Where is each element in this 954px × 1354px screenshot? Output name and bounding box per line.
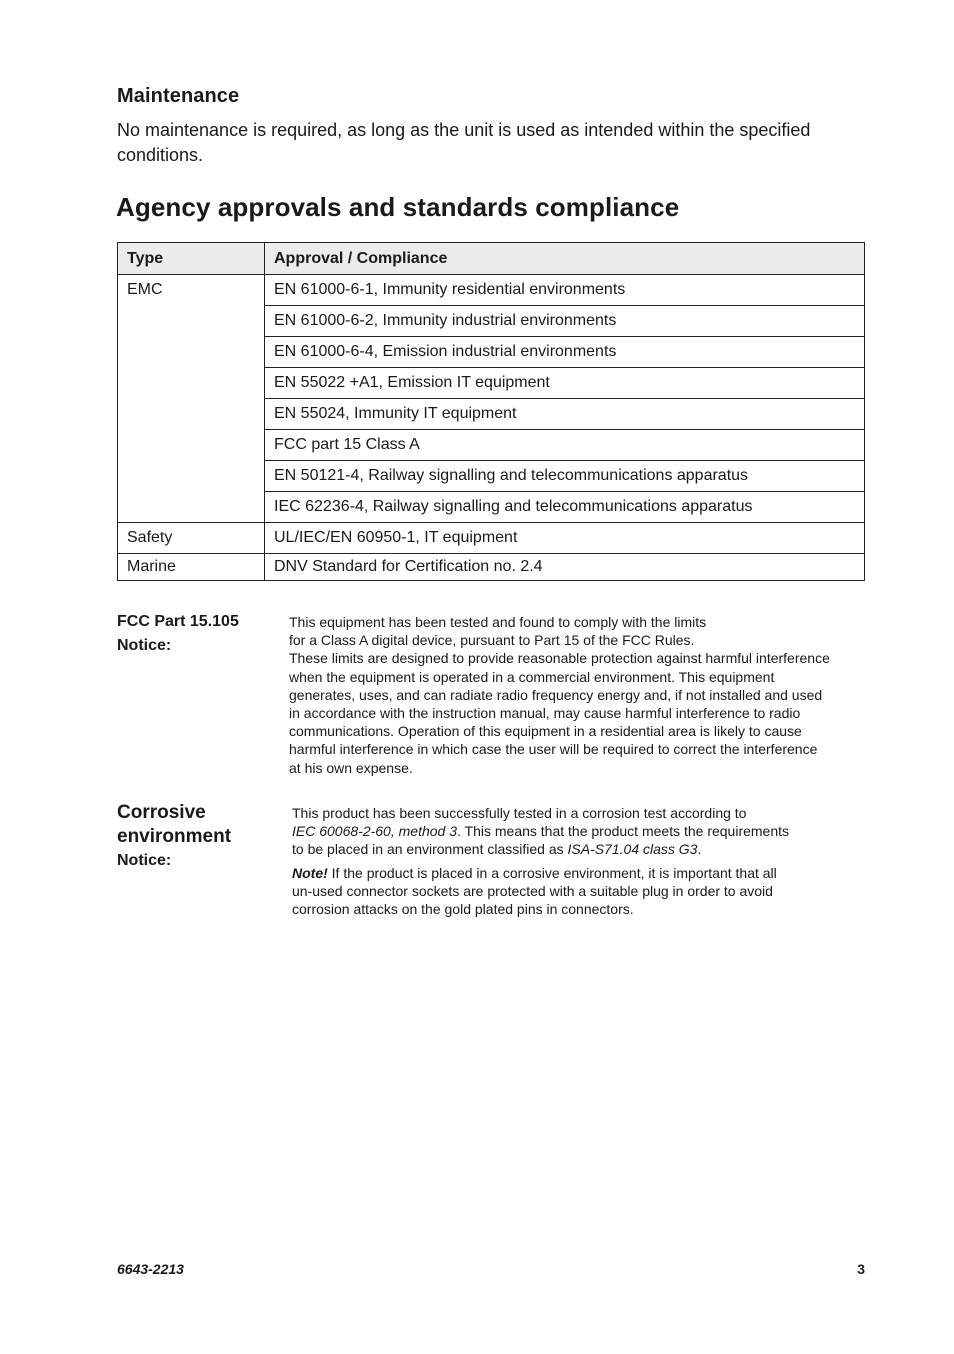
footer-doc-number: 6643-2213: [117, 1261, 184, 1277]
text-fragment: to be placed in an environment classified as: [292, 841, 568, 858]
corrosive-label-line: environment: [117, 826, 232, 847]
fcc-notice-label: [117, 610, 282, 658]
text-fragment: .: [697, 841, 702, 858]
table-row: [118, 523, 865, 554]
approval-cell: EN 61000-6-2, Immunity industrial environments: [265, 306, 865, 337]
text-line: [292, 840, 867, 858]
type-cell-safety: Safety: [118, 523, 265, 554]
text-line: [292, 822, 867, 840]
note-label: Note!: [292, 864, 328, 881]
text-fragment: If the product is placed in a corrosive environment, it is important that all: [327, 864, 777, 881]
text-line: These limits are designed to provide reasonable protection against harmful interference: [289, 650, 830, 667]
type-cell-emc: EMC: [118, 275, 265, 523]
fcc-notice-text: [289, 613, 869, 777]
agency-heading: Agency approvals and standards compliance: [116, 192, 680, 222]
table-header-row: [118, 243, 865, 275]
standard-reference: IEC 60068-2-60, method 3: [292, 823, 457, 840]
fcc-label-line: FCC Part 15.105: [117, 613, 239, 630]
text-line: in accordance with the instruction manual, may cause harmful interference to radio: [289, 705, 801, 722]
text-fragment: . This means that the product meets the requirements: [457, 823, 790, 840]
text-line: generates, uses, and can radiate radio frequency energy and, if not installed and used: [289, 686, 823, 703]
text-line: when the equipment is operated in a commercial environment. This equipment: [289, 668, 775, 685]
approval-cell: EN 50121-4, Railway signalling and telecommunications apparatus: [265, 461, 865, 492]
type-cell-marine: Marine: [118, 554, 265, 581]
text-line: un-used connector sockets are protected with a suitable plug in order to avoid: [292, 882, 773, 899]
column-header-approval: Approval / Compliance: [265, 243, 865, 275]
standard-reference: ISA-S71.04 class G3: [567, 841, 698, 858]
approval-cell: EN 55022 +A1, Emission IT equipment: [265, 368, 865, 399]
table-row: [118, 554, 865, 581]
note-paragraph: [292, 864, 867, 919]
maintenance-heading: Maintenance: [117, 85, 240, 107]
corrosive-label-notice: Notice:: [117, 852, 172, 869]
text-line: corrosion attacks on the gold plated pins in connectors.: [292, 901, 634, 918]
fcc-label-notice: Notice:: [117, 637, 172, 654]
text-line: [292, 864, 867, 882]
corrosive-label-line: Corrosive: [117, 802, 206, 823]
approval-cell: FCC part 15 Class A: [265, 430, 865, 461]
text-line: This product has been successfully tested in a corrosion test according to: [292, 805, 747, 821]
corrosive-notice-label: [117, 801, 282, 873]
footer-page-number: 3: [857, 1261, 865, 1277]
approval-cell: EN 61000-6-4, Emission industrial environments: [265, 337, 865, 368]
table-row: [118, 275, 865, 306]
text-line: at his own expense.: [289, 759, 413, 776]
text-line: for a Class A digital device, pursuant to Part 15 of the FCC Rules.: [289, 632, 695, 649]
text-line: harmful interference in which case the user will be required to correct the interference: [289, 741, 818, 758]
approval-cell: UL/IEC/EN 60950-1, IT equipment: [265, 523, 865, 554]
approval-cell: EN 55024, Immunity IT equipment: [265, 399, 865, 430]
column-header-type: Type: [118, 243, 265, 275]
maintenance-body: No maintenance is required, as long as the unit is used as intended within the specified conditions.: [117, 120, 811, 165]
approval-cell: DNV Standard for Certification no. 2.4: [265, 554, 865, 581]
approval-cell: EN 61000-6-1, Immunity residential environments: [265, 275, 865, 306]
text-line: communications. Operation of this equipment in a residential area is likely to cause: [289, 723, 802, 740]
text-line: This equipment has been tested and found to comply with the limits: [289, 614, 707, 630]
compliance-table: [117, 242, 865, 581]
corrosive-notice-text: [292, 804, 867, 918]
approval-cell: IEC 62236-4, Railway signalling and telecommunications apparatus: [265, 492, 865, 523]
